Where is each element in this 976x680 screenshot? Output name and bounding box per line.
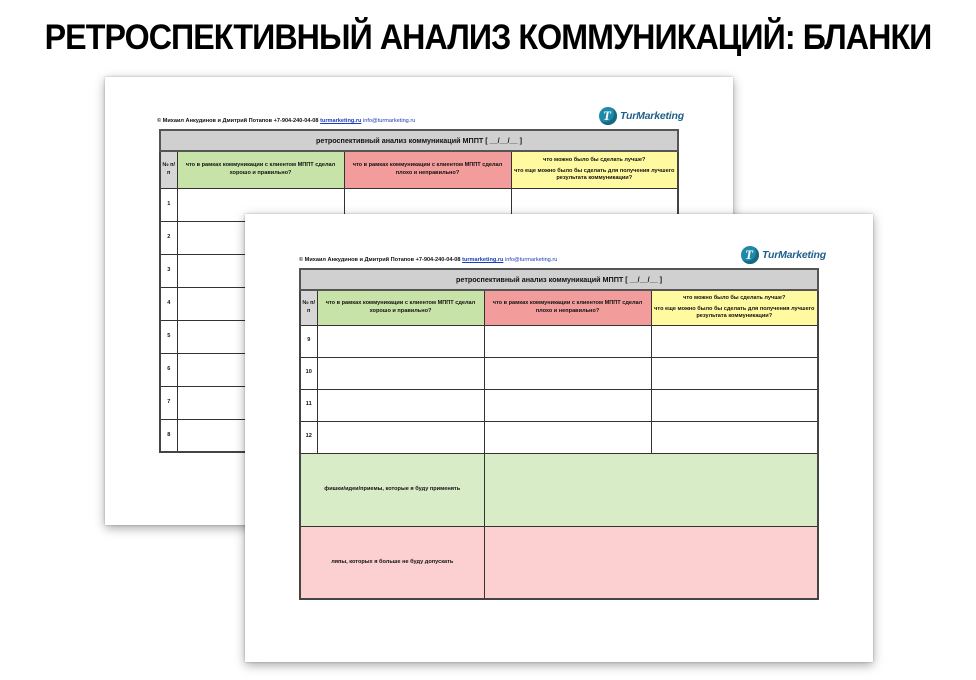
col-good-header: что в рамках коммуникации с клиентом МППТ сделал хорошо и правильно?	[317, 290, 484, 325]
col-num-header: № п/п	[160, 151, 177, 188]
col-better-header	[511, 151, 678, 188]
copyright-line	[299, 257, 557, 263]
site-link[interactable]: turmarketing.ru	[320, 118, 362, 124]
row-number: 11	[300, 389, 317, 421]
col-better-header-line1: что можно было бы сделать лучше?	[683, 295, 786, 301]
email-link[interactable]: info@turmarketing.ru	[363, 118, 416, 124]
logo	[741, 246, 826, 264]
col-good-header: что в рамках коммуникации с клиентом МППТ сделал хорошо и правильно?	[177, 151, 344, 188]
summary-bad-row	[300, 526, 818, 599]
better-cell[interactable]	[651, 421, 818, 453]
row-number: 10	[300, 357, 317, 389]
row-number: 7	[160, 386, 177, 419]
bad-cell[interactable]	[484, 325, 651, 357]
table-row	[300, 325, 818, 357]
better-cell[interactable]	[651, 389, 818, 421]
logo-icon	[599, 107, 617, 125]
slide-title: РЕТРОСПЕКТИВНЫЙ АНАЛИЗ КОММУНИКАЦИЙ: БЛАНКИ	[44, 18, 932, 57]
col-better-header-line2: что еще можно было бы сделать для получения лучшего результата коммуникации?	[654, 305, 815, 319]
table-row	[300, 357, 818, 389]
summary-good-row	[300, 453, 818, 526]
col-better-header-line2: что еще можно было бы сделать для получения лучшего результата коммуникации?	[514, 167, 675, 181]
summary-bad-field[interactable]	[484, 526, 818, 599]
col-bad-header: что в рамках коммуникации с клиентом МППТ сделал плохо и неправильно?	[344, 151, 511, 188]
copyright-text: © Михаил Анкудинов и Дмитрий Потапов +7-904-240-04-08	[157, 118, 319, 124]
retro-table-front	[299, 268, 819, 600]
good-cell[interactable]	[317, 389, 484, 421]
row-number: 3	[160, 254, 177, 287]
summary-bad-label: ляпы, которых я больше не буду допускать	[300, 526, 484, 599]
good-cell[interactable]	[317, 325, 484, 357]
logo-text: TurMarketing	[762, 249, 826, 261]
good-cell[interactable]	[317, 421, 484, 453]
col-better-header-line1: что можно было бы сделать лучше?	[543, 157, 646, 163]
row-number: 6	[160, 353, 177, 386]
copyright-text: © Михаил Анкудинов и Дмитрий Потапов +7-904-240-04-08	[299, 257, 461, 263]
copyright-line	[157, 118, 415, 124]
summary-good-field[interactable]	[484, 453, 818, 526]
logo-text: TurMarketing	[620, 110, 684, 122]
site-link[interactable]: turmarketing.ru	[462, 257, 504, 263]
better-cell[interactable]	[651, 325, 818, 357]
row-number: 4	[160, 287, 177, 320]
form-sheet-front	[245, 214, 873, 662]
bad-cell[interactable]	[484, 357, 651, 389]
row-number: 5	[160, 320, 177, 353]
row-number: 12	[300, 421, 317, 453]
logo-icon	[741, 246, 759, 264]
logo	[599, 107, 684, 125]
col-bad-header: что в рамках коммуникации с клиентом МППТ сделал плохо и неправильно?	[484, 290, 651, 325]
good-cell[interactable]	[317, 357, 484, 389]
table-title: ретроспективный анализ коммуникаций МППТ [ __/__/__ ]	[160, 130, 678, 151]
row-number: 9	[300, 325, 317, 357]
table-title: ретроспективный анализ коммуникаций МППТ [ __/__/__ ]	[300, 269, 818, 290]
email-link[interactable]: info@turmarketing.ru	[505, 257, 558, 263]
col-better-header	[651, 290, 818, 325]
row-number: 1	[160, 188, 177, 221]
col-num-header: № п/п	[300, 290, 317, 325]
bad-cell[interactable]	[484, 389, 651, 421]
better-cell[interactable]	[651, 357, 818, 389]
table-row	[300, 389, 818, 421]
row-number: 2	[160, 221, 177, 254]
row-number: 8	[160, 419, 177, 452]
bad-cell[interactable]	[484, 421, 651, 453]
table-row	[300, 421, 818, 453]
summary-good-label: фишки/идеи/приемы, которые я буду применять	[300, 453, 484, 526]
